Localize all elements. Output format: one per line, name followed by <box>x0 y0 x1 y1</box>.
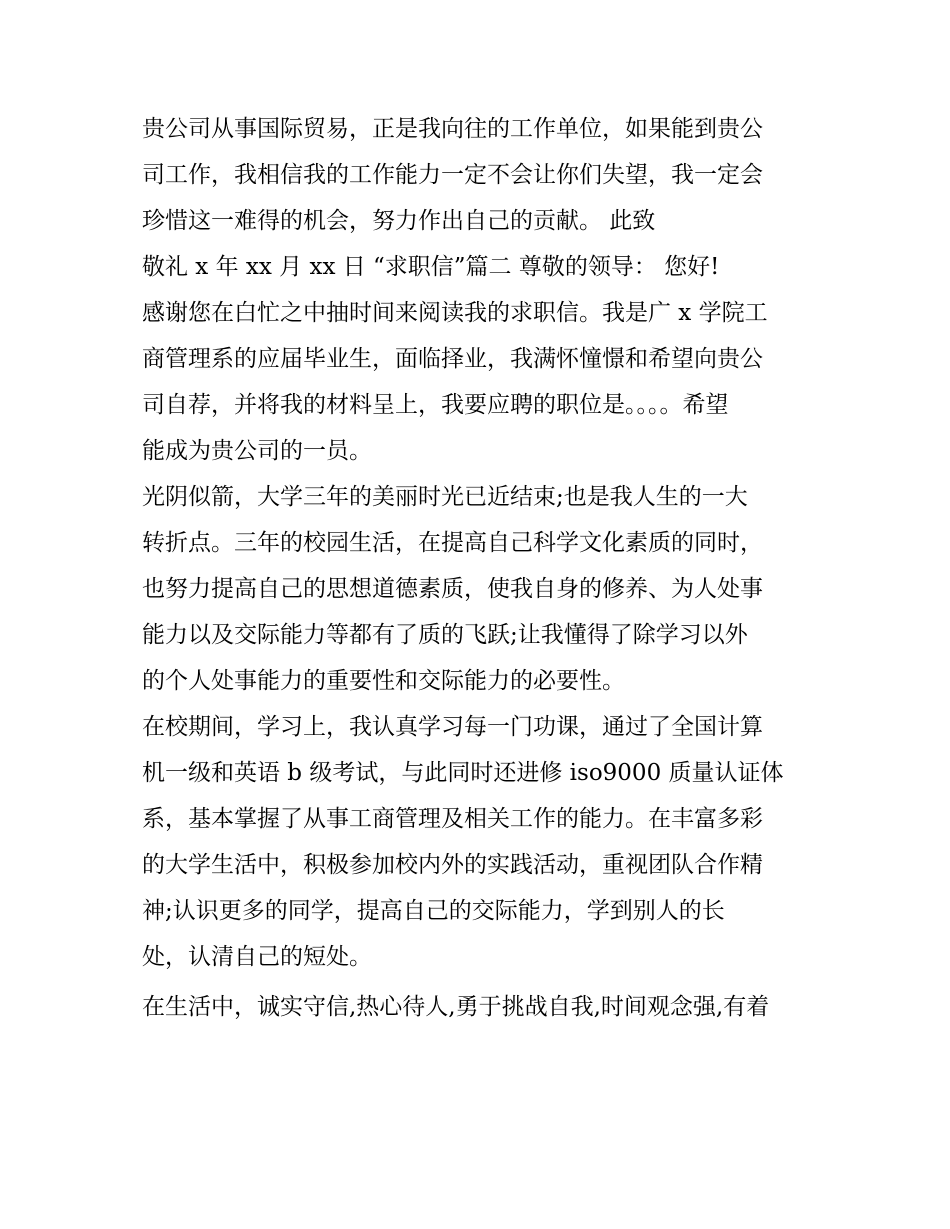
text-line: 贵公司从事国际贸易，正是我向往的工作单位，如果能到贵公 <box>142 116 763 142</box>
text-line: 也努力提高自己的思想道德素质，使我自身的修养、为人处事 <box>142 576 763 602</box>
text-line: 光阴似箭，大学三年的美丽时光已近结束;也是我人生的一大 <box>142 484 748 510</box>
text-line: 处，认清自己的短处。 <box>142 944 372 970</box>
text-line: 珍惜这一难得的机会，努力作出自己的贡献。 此致 <box>142 208 656 234</box>
text-line: 商管理系的应届毕业生，面临择业，我满怀憧憬和希望向贵公 <box>142 346 763 372</box>
text-line: 机一级和英语 b 级考试，与此同时还进修 iso9000 质量认证体 <box>142 760 784 786</box>
text-line: 司自荐，并将我的材料呈上，我要应聘的职位是。。。。希望 <box>142 392 729 418</box>
text-line: 在校期间，学习上，我认真学习每一门功课，通过了全国计算 <box>142 714 763 740</box>
text-line: 的大学生活中，积极参加校内外的实践活动，重视团队合作精 <box>142 852 763 878</box>
text-line: 在生活中，诚实守信,热心待人,勇于挑战自我,时间观念强,有着 <box>142 994 770 1020</box>
letter-body <box>142 106 814 1030</box>
text-line: 敬礼 x 年 xx 月 xx 日 “求职信”篇二 尊敬的领导： 您好! <box>142 254 720 280</box>
text-line: 转折点。三年的校园生活，在提高自己科学文化素质的同时， <box>142 530 763 556</box>
text-line: 能力以及交际能力等都有了质的飞跃;让我懂得了除学习以外 <box>142 622 748 648</box>
text-line: 的个人处事能力的重要性和交际能力的必要性。 <box>142 668 625 694</box>
text-line: 司工作，我相信我的工作能力一定不会让你们失望，我一定会 <box>142 162 763 188</box>
text-line: 神;认识更多的同学，提高自己的交际能力，学到别人的长 <box>142 898 725 924</box>
text-line: 系，基本掌握了从事工商管理及相关工作的能力。在丰富多彩 <box>142 806 763 832</box>
text-line: 感谢您在白忙之中抽时间来阅读我的求职信。我是广 x 学院工 <box>142 300 768 326</box>
text-line: 能成为贵公司的一员。 <box>142 438 372 464</box>
